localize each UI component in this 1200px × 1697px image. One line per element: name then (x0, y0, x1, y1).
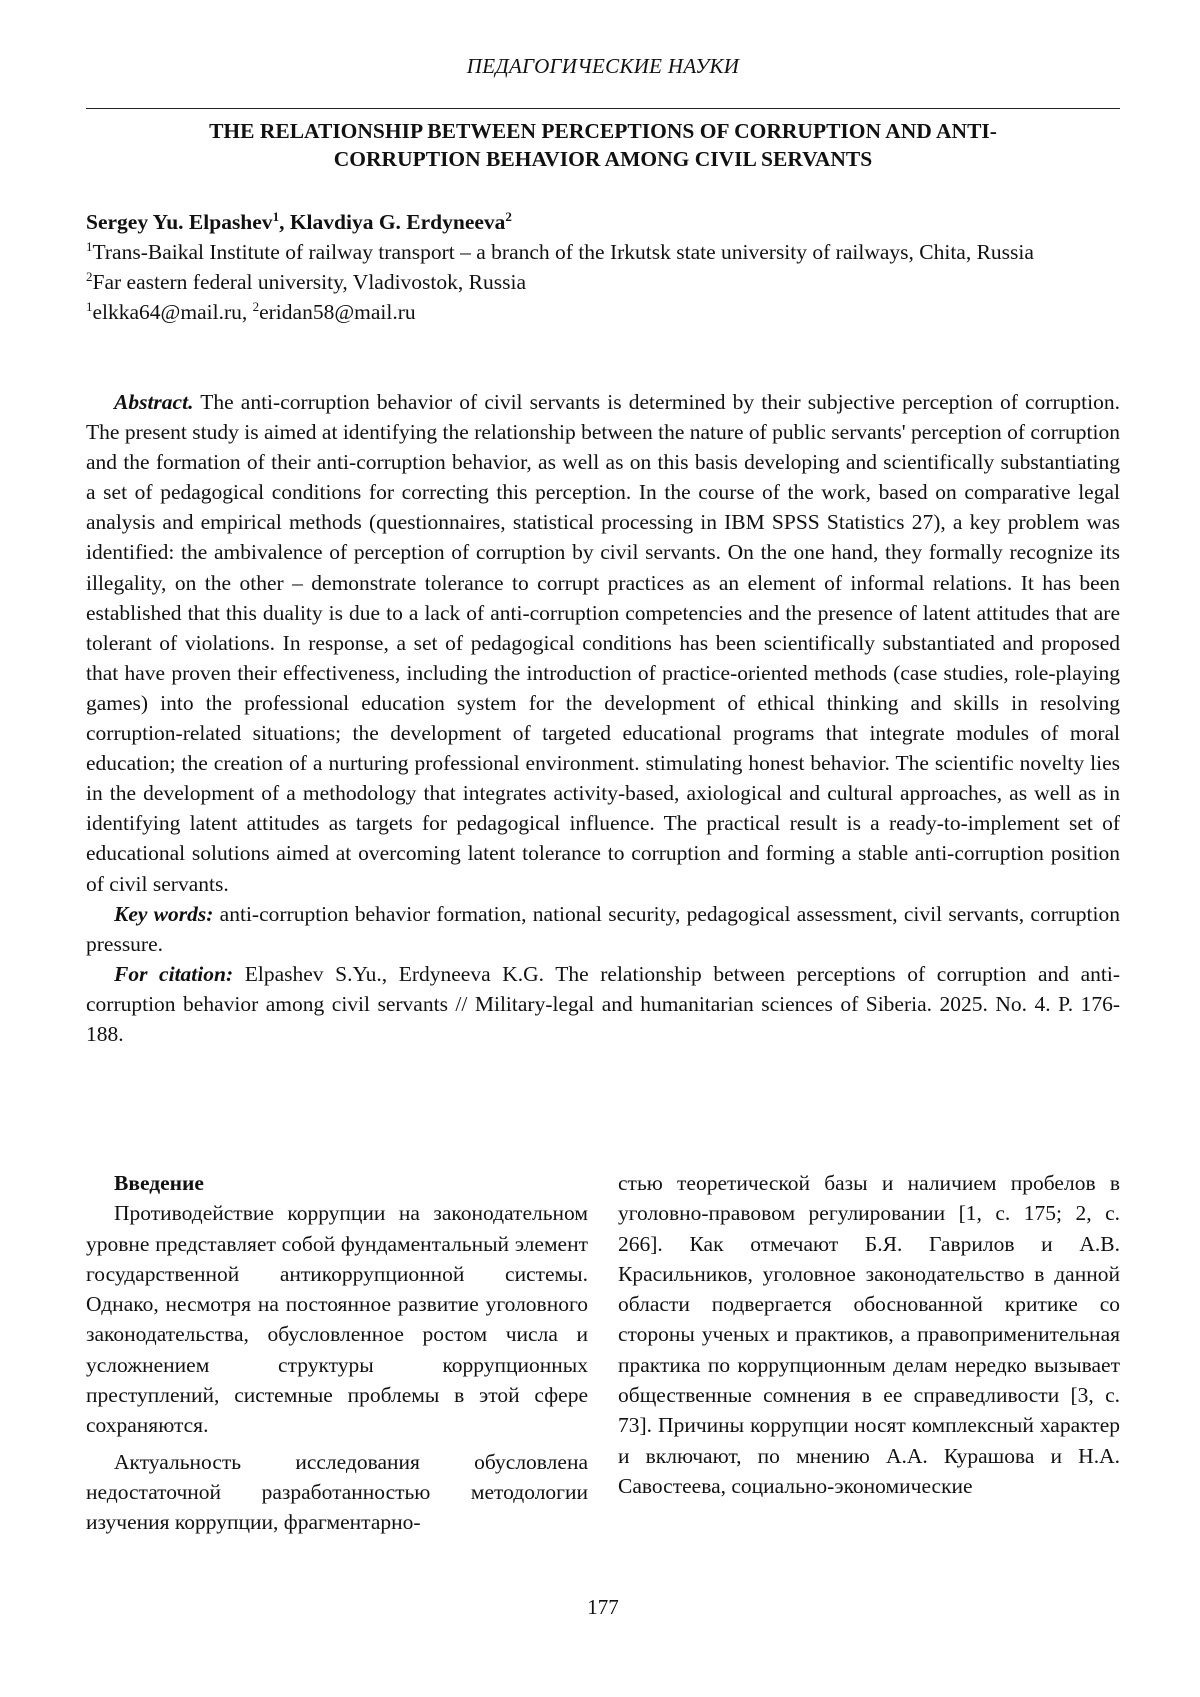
header-rule (86, 108, 1120, 109)
affiliation-2-text: Far eastern federal university, Vladivostok, Russia (92, 270, 526, 294)
affiliation-1 (86, 237, 1120, 267)
authors-block (86, 207, 1120, 327)
keywords-text: anti-corruption behavior formation, national security, pedagogical assessment, civil servants, corruption pressure. (86, 901, 1120, 956)
emails (86, 297, 1120, 327)
right-column (618, 1168, 1120, 1501)
right-paragraph-1: стью теоретической базы и наличием пробелов в уголовно-правовом регулировании [1, с. 175; 2, с. 266]. Как отмечают Б.Я. Гаврилов и А.В. Красильников, уголовное законодательство в данной области подвергается обоснованной критике со стороны ученых и практиков, а правоприменительная практика по коррупционным делам нередко вызывает общественные сомнения в ее справедливости [3, с. 73]. Причины коррупции носят комплексный характер и включают, по мнению А.А. Курашова и Н.А. Савостеева, социально-экономические (618, 1171, 1120, 1498)
intro-heading: Введение (114, 1171, 204, 1195)
citation-label: For citation: (114, 961, 234, 986)
running-head: ПЕДАГОГИЧЕСКИЕ НАУКИ (466, 54, 740, 78)
article-title (86, 117, 1120, 173)
author-names (86, 207, 1120, 237)
author-1: Sergey Yu. Elpashev (86, 210, 273, 234)
page-number: 177 (587, 1595, 619, 1619)
abstract-paragraph (86, 387, 1120, 899)
left-paragraph-2: Актуальность исследования обусловлена недостаточной разработанностью методологии изучения коррупции, фрагментарно- (86, 1449, 588, 1535)
author-1-sup: 1 (272, 208, 280, 224)
citation-text: Elpashev S.Yu., Erdyneeva K.G. The relationship between perceptions of corruption and anti-corruption behavior among civil servants // Military-legal and humanitarian sciences of Siberia. 2025. No. 4. P. 176-188. (86, 961, 1120, 1046)
title-line-1: THE RELATIONSHIP BETWEEN PERCEPTIONS OF CORRUPTION AND ANTI- (209, 119, 997, 143)
author-2-sup: 2 (505, 208, 512, 224)
affiliation-2 (86, 267, 1120, 297)
affiliation-2-sup: 2 (86, 268, 93, 284)
title-line-2: CORRUPTION BEHAVIOR AMONG CIVIL SERVANTS (333, 147, 873, 171)
email-1: elkka64@mail.ru, (92, 300, 253, 324)
abstract-label: Abstract. (114, 390, 194, 414)
author-separator: , (279, 210, 290, 234)
email-2-sup: 2 (252, 298, 260, 314)
abstract-block (86, 387, 1120, 1049)
citation-paragraph (86, 959, 1120, 1049)
left-paragraph-1: Противодействие коррупции на законодательном уровне представляет собой фундаментальный элемент государственной антикоррупционной системы. Однако, несмотря на постоянное развитие уголовного законодательства, обусловленное ростом числа и усложнением структуры коррупционных преступлений, системные проблемы в этой сфере сохраняются. (86, 1201, 588, 1438)
keywords-paragraph (86, 899, 1120, 959)
email-2: eridan58@mail.ru (259, 300, 416, 324)
email-1-sup: 1 (86, 298, 93, 314)
affiliation-1-text: Trans-Baikal Institute of railway transport – a branch of the Irkutsk state university of railways, Chita, Russia (92, 240, 1034, 264)
affiliation-1-sup: 1 (86, 238, 93, 254)
left-column (86, 1168, 588, 1538)
keywords-label: Key words: (114, 901, 214, 926)
author-2: Klavdiya G. Erdyneeva (289, 210, 506, 234)
abstract-text: The anti-corruption behavior of civil servants is determined by their subjective perception of corruption. The present study is aimed at identifying the relationship between the nature of public servants' perception of corruption and the formation of their anti-corruption behavior, as well as on this basis developing and scientifically substantiating a set of pedagogical conditions for correcting this perception. In the course of the work, based on comparative legal analysis and empirical methods (questionnaires, statistical processing in IBM SPSS Statistics 27), a key problem was identified: the ambivalence of perception of corruption by civil servants. On the one hand, they formally recognize its illegality, on the other – demonstrate tolerance to corrupt practices as an element of informal relations. It has been established that this duality is due to a lack of anti-corruption competencies and the presence of latent attitudes that are tolerant of violations. In response, a set of pedagogical conditions has been scientifically substantiated and proposed that have proven their effectiveness, including the introduction of practice-oriented methods (case studies, role-playing games) into the professional education system for the development of ethical thinking and skills in resolving corruption-related situations; the development of targeted educational programs that integrate modules of moral education; the creation of a nurturing professional environment. stimulating honest behavior. The scientific novelty lies in the development of a methodology that integrates activity-based, axiological and cultural approaches, as well as in identifying latent attitudes as targets for pedagogical influence. The practical result is a ready-to-implement set of educational solutions aimed at overcoming latent tolerance to corruption and forming a stable anti-corruption position of civil servants. (86, 390, 1120, 896)
